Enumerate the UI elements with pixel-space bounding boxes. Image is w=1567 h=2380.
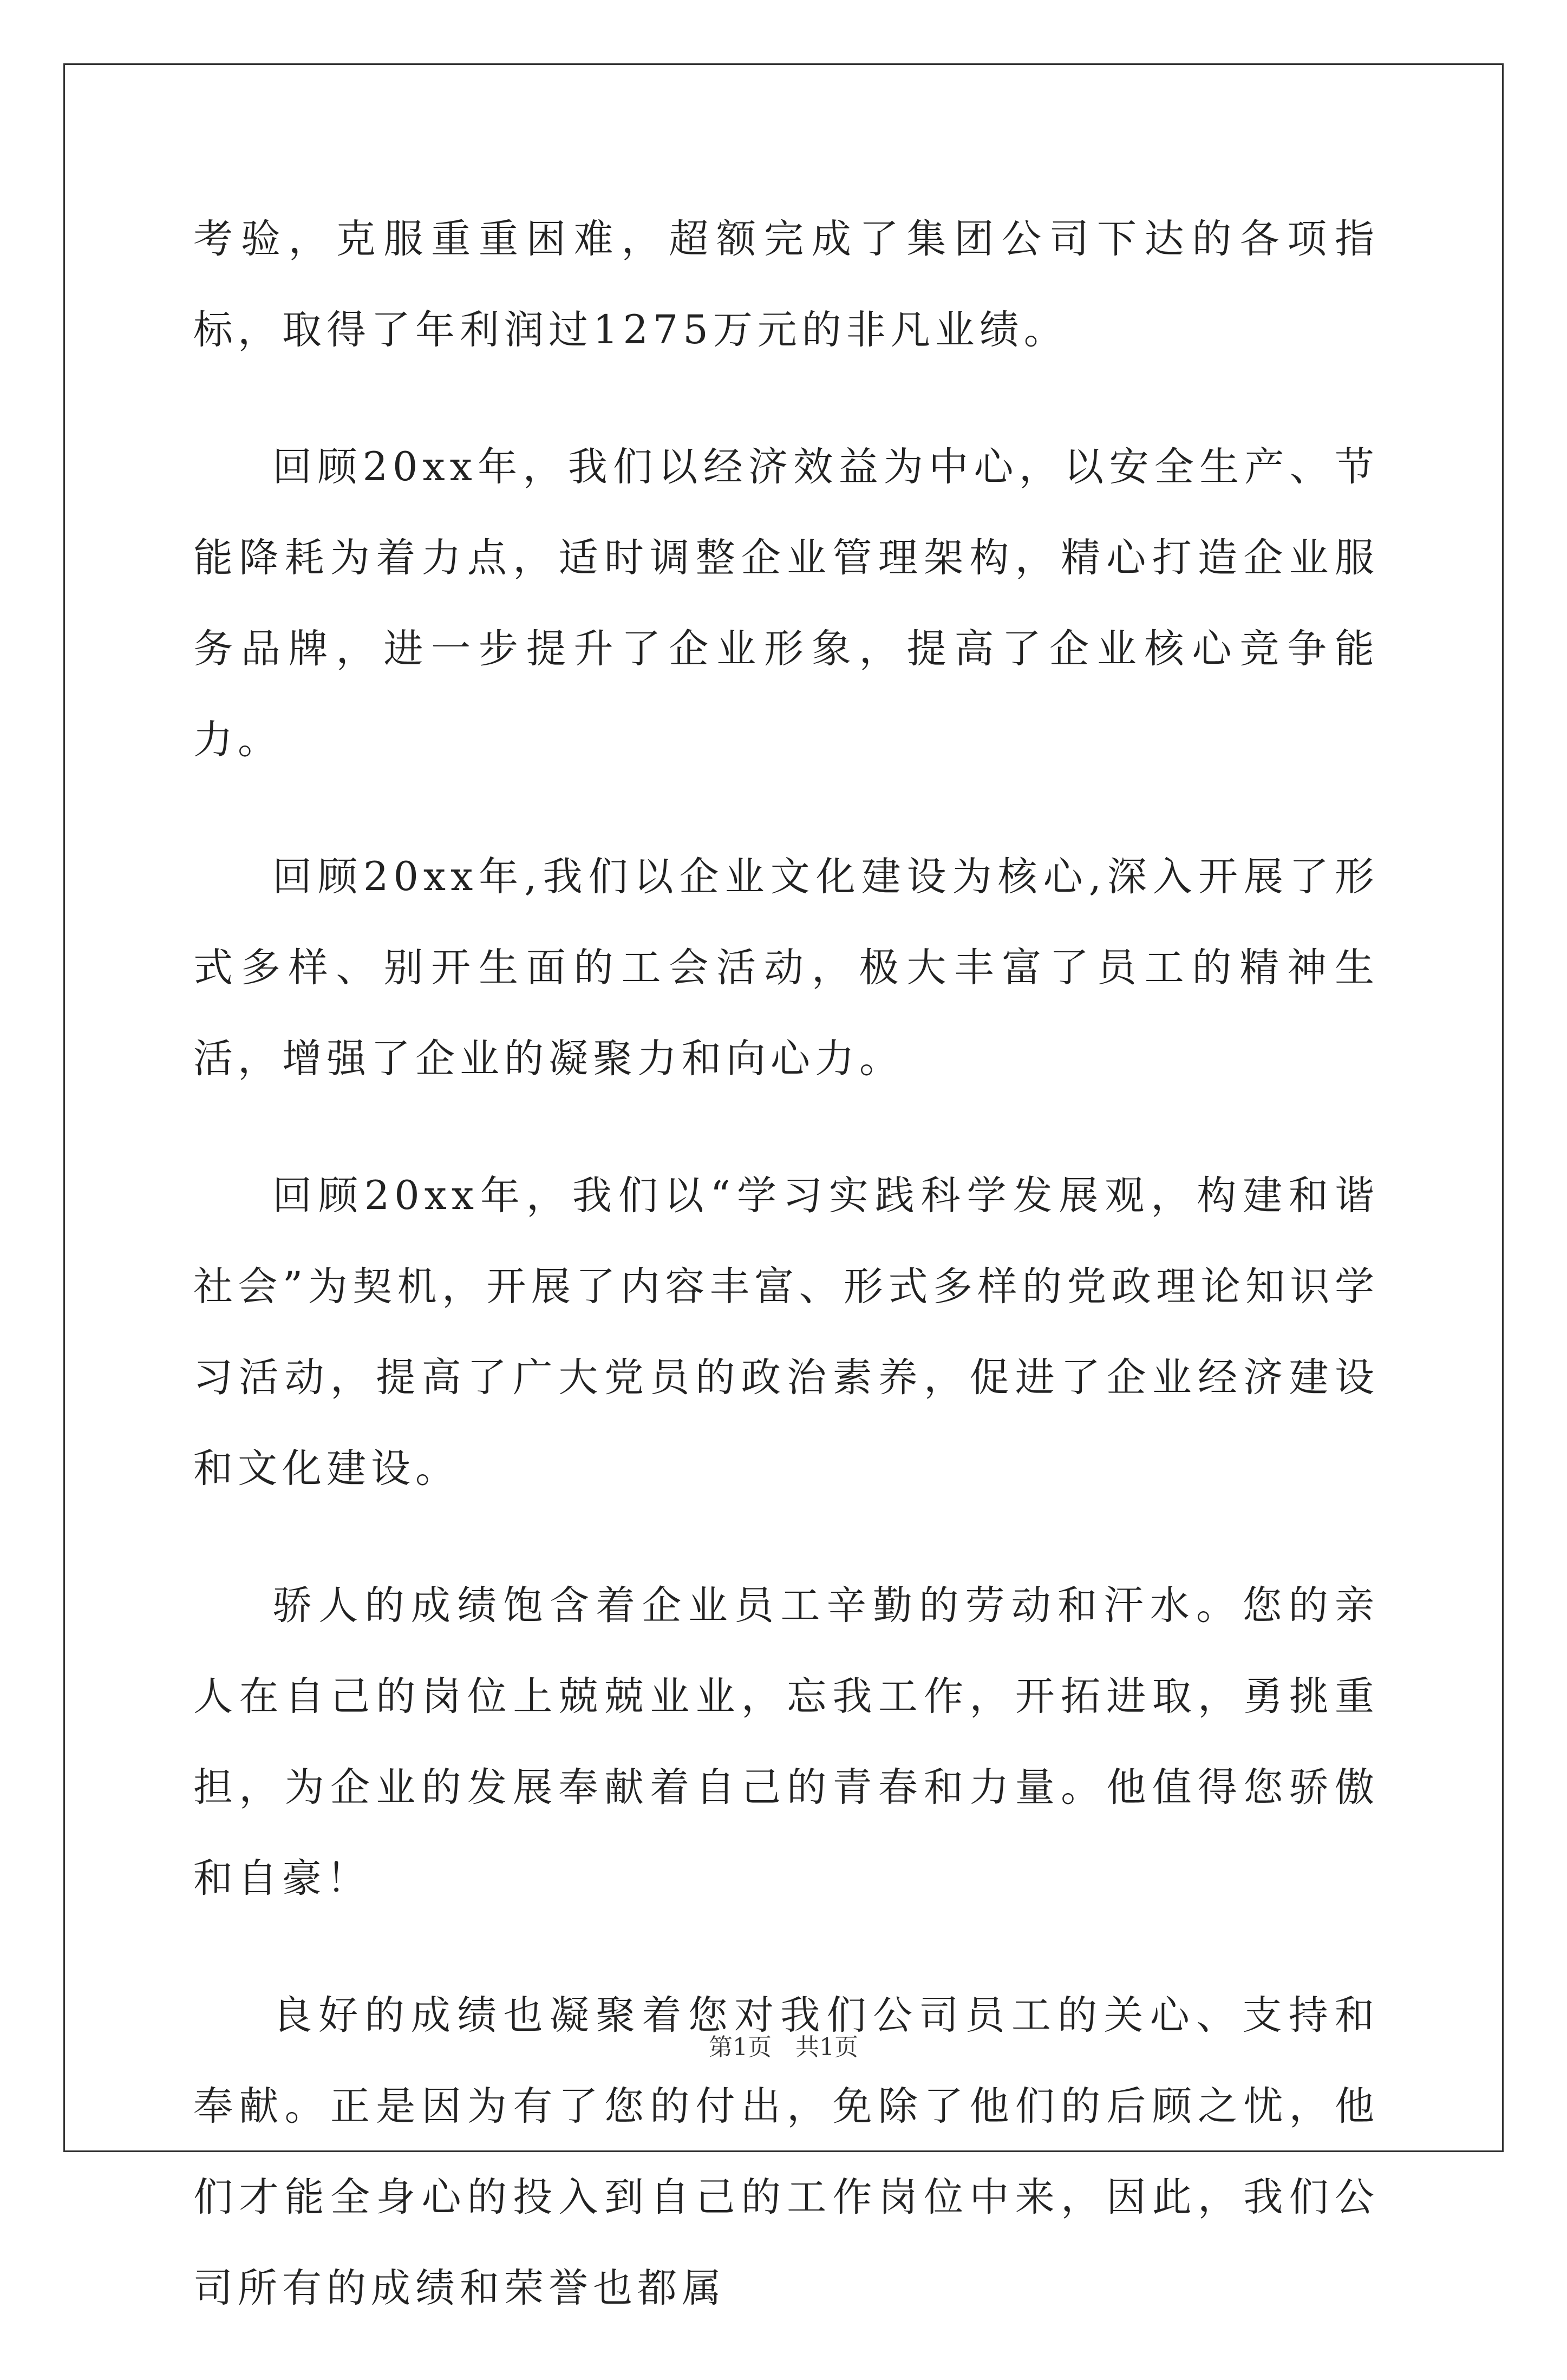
paragraph-1: 考验，克服重重困难，超额完成了集团公司下达的各项指标，取得了年利润过1275万元的非凡业绩。: [193, 216, 1379, 353]
paragraph-3: 回顾20xx年,我们以企业文化建设为核心,深入开展了形式多样、别开生面的工会活动，极大丰富了员工的精神生活，增强了企业的凝聚力和向心力。: [193, 854, 1379, 1082]
paragraph-4: 回顾20xx年，我们以“学习实践科学发展观，构建和谐社会”为契机，开展了内容丰富、形式多样的党政理论知识学习活动，提高了广大党员的政治素养，促进了企业经济建设和文化建设。: [193, 1173, 1379, 1492]
page-number-footer: 第1页 共1页: [709, 2034, 858, 2061]
paragraph-6: 良好的成绩也凝聚着您对我们公司员工的关心、支持和奉献。正是因为有了您的付出，免除了他们的后顾之忧，他们才能全身心的投入到自己的工作岗位中来，因此，我们公司所有的成绩和荣誉也都属: [193, 1992, 1379, 2311]
paragraph-5: 骄人的成绩饱含着企业员工辛勤的劳动和汗水。您的亲人在自己的岗位上兢兢业业，忘我工作，开拓进取，勇挑重担，为企业的发展奉献着自己的青春和力量。他值得您骄傲和自豪！: [193, 1583, 1379, 1901]
paragraph-2: 回顾20xx年，我们以经济效益为中心，以安全生产、节能降耗为着力点，适时调整企业管理架构，精心打造企业服务品牌，进一步提升了企业形象，提高了企业核心竞争能力。: [193, 444, 1379, 763]
